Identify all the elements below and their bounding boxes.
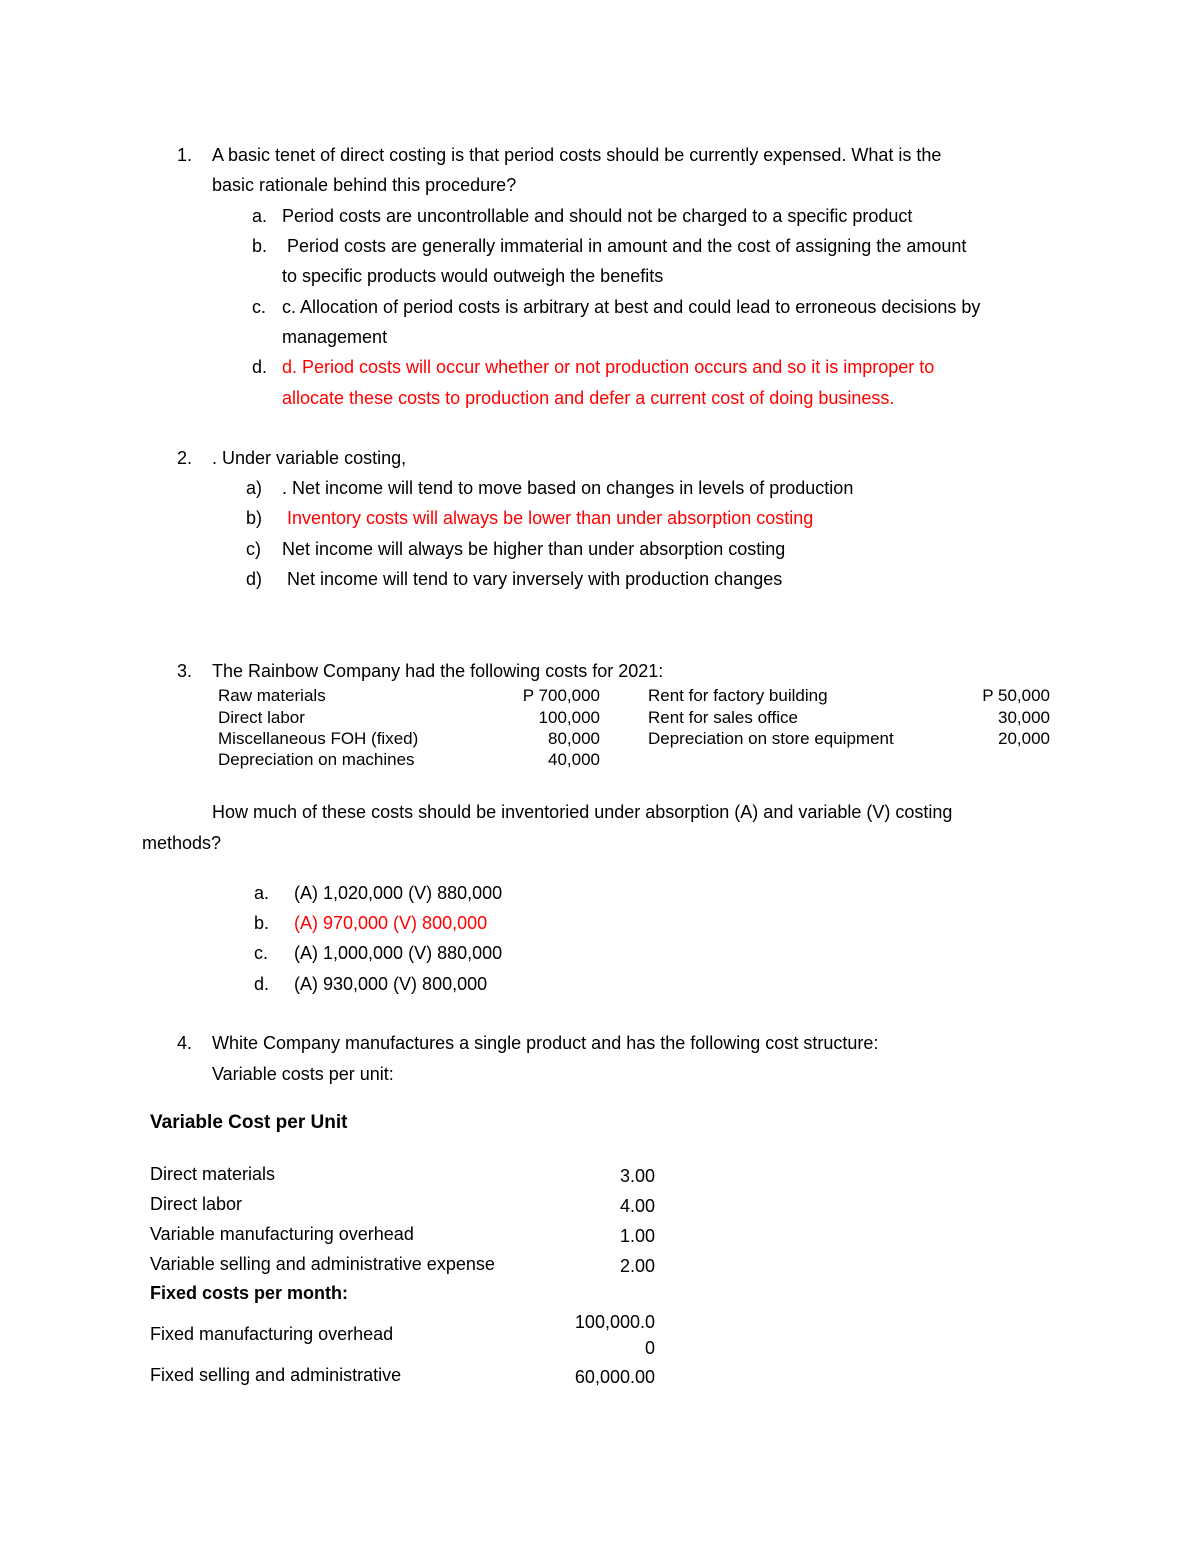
question-number: 1.: [176, 145, 192, 165]
correct-answer-text: Inventory costs will always be lower than under absorption costing: [287, 508, 814, 528]
option-text: to specific products would outweigh the benefits: [282, 266, 664, 286]
cost-value: 20,000: [998, 729, 1050, 748]
cost-label: Rent for sales office: [648, 708, 798, 727]
cost-value: 1.00: [619, 1226, 655, 1246]
cost-value: 100,000: [538, 708, 600, 727]
cost-label: Raw materials: [218, 686, 326, 705]
cost-value: P 700,000: [522, 686, 600, 705]
section-heading: Variable Cost per Unit: [150, 1112, 348, 1133]
correct-answer-text: d. Period costs will occur whether or not production occurs and so it is improper to: [282, 357, 935, 377]
correct-answer-text: (A) 970,000 (V) 800,000: [294, 913, 488, 933]
cost-label: Variable selling and administrative expense: [150, 1254, 495, 1274]
cost-value: 3.00: [619, 1166, 655, 1186]
option-letter: d.: [252, 357, 268, 377]
option-text: Net income will tend to vary inversely with production changes: [287, 569, 783, 589]
correct-answer-text: allocate these costs to production and defer a current cost of doing business.: [282, 388, 895, 408]
option-letter: a.: [254, 883, 270, 903]
option-text: (A) 1,020,000 (V) 880,000: [294, 883, 503, 903]
option-text: Period costs are uncontrollable and should not be charged to a specific product: [282, 206, 913, 226]
option-letter: c.: [254, 943, 269, 963]
question-text: How much of these costs should be inventoried under absorption (A) and variable (V) costing: [212, 802, 953, 822]
option-text: c. Allocation of period costs is arbitrary at best and could lead to erroneous decisions by: [282, 297, 981, 317]
question-stem-line: White Company manufactures a single product and has the following cost structure:: [212, 1033, 879, 1053]
cost-value: 2.00: [619, 1256, 655, 1276]
option-letter: c): [246, 539, 261, 559]
option-letter: a.: [252, 206, 268, 226]
question-number: 4.: [176, 1033, 192, 1053]
cost-value: 80,000: [548, 729, 600, 748]
cost-value: P 50,000: [982, 686, 1050, 705]
question-text: methods?: [142, 833, 222, 853]
question-stem: The Rainbow Company had the following costs for 2021:: [212, 661, 664, 681]
option-text: management: [282, 327, 388, 347]
cost-label: Direct labor: [218, 708, 305, 727]
question-number: 2.: [176, 448, 192, 468]
cost-label: Direct labor: [150, 1194, 243, 1214]
option-text: Net income will always be higher than under absorption costing: [282, 539, 786, 559]
cost-label: Fixed manufacturing overhead: [150, 1324, 394, 1344]
cost-label: Direct materials: [150, 1164, 276, 1184]
cost-value: 60,000.00: [574, 1367, 655, 1387]
question-stem-line: A basic tenet of direct costing is that period costs should be currently expensed. What is the: [212, 145, 942, 165]
question-stem-line: basic rationale behind this procedure?: [212, 175, 517, 195]
option-letter: b.: [252, 236, 268, 256]
option-letter: d): [246, 569, 263, 589]
cost-label: Fixed selling and administrative: [150, 1365, 402, 1385]
question-number: 3.: [176, 661, 192, 681]
cost-label: Variable manufacturing overhead: [150, 1224, 414, 1244]
cost-label: Depreciation on machines: [218, 750, 415, 769]
option-letter: c.: [252, 297, 267, 317]
cost-label: Rent for factory building: [648, 686, 828, 705]
cost-value: 30,000: [998, 708, 1050, 727]
fixed-costs-heading: Fixed costs per month:: [150, 1283, 349, 1303]
cost-value: 4.00: [619, 1196, 655, 1216]
cost-value: 100,000.0: [574, 1312, 655, 1332]
option-text: . Net income will tend to move based on changes in levels of production: [282, 478, 854, 498]
cost-value: 40,000: [548, 750, 600, 769]
question-stem: . Under variable costing,: [212, 448, 407, 468]
cost-value: 0: [644, 1338, 655, 1358]
option-letter: b.: [254, 913, 270, 933]
option-text: (A) 930,000 (V) 800,000: [294, 974, 488, 994]
question-stem-line: Variable costs per unit:: [212, 1064, 394, 1084]
option-letter: a): [246, 478, 263, 498]
cost-label: Miscellaneous FOH (fixed): [218, 729, 419, 748]
option-text: (A) 1,000,000 (V) 880,000: [294, 943, 503, 963]
option-letter: d.: [254, 974, 270, 994]
option-letter: b): [246, 508, 263, 528]
cost-label: Depreciation on store equipment: [648, 729, 894, 748]
option-text: Period costs are generally immaterial in amount and the cost of assigning the amount: [287, 236, 967, 256]
